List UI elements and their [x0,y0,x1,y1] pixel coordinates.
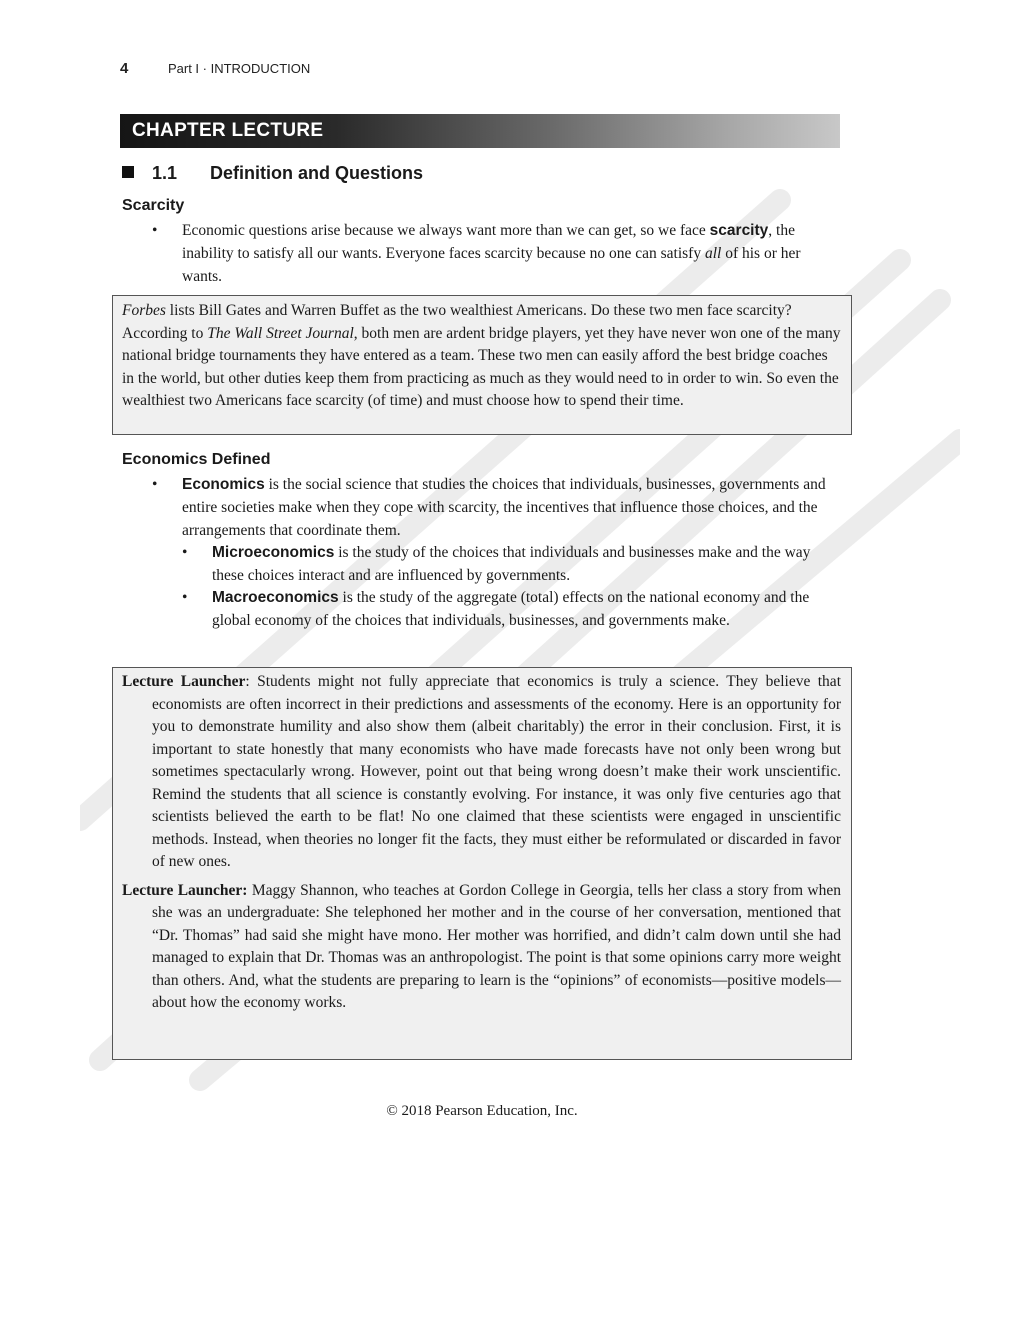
copyright-footer: © 2018 Pearson Education, Inc. [386,1103,578,1119]
callout-box-lecture-launchers [112,667,852,1060]
section-heading [122,163,423,184]
bullet-dot: • [182,544,188,561]
callout-box-scarcity [112,295,852,435]
section-title: Definition and Questions [210,163,424,183]
square-bullet-icon [122,166,134,178]
bullet-microeconomics: • Microeconomics is the study of the choices that individuals and businesses make and the way these choices interact and are influenced by governments. [212,541,842,587]
bullet-dot: • [152,476,158,493]
subheading-economics-defined: Economics Defined [122,451,271,468]
bullet-dot: • [182,589,188,606]
section-number: 1.1 [152,163,178,183]
bullet-macroeconomics: • Macroeconomics is the study of the aggregate (total) effects on the national economy and the global economy of the choices that individuals, businesses, and governments make. [212,586,842,632]
bullet-economics: • Economics is the social science that studies the choices that individuals, businesses, governments and entire societies make when they cope with scarcity, the incentives that influence those choices, and the arrangements that coordinate them. [182,473,842,542]
bullet-dot: • [152,222,158,239]
part-label: Part I · INTRODUCTION [167,61,311,76]
lecture-launcher-1: Lecture Launcher: Students might not fully appreciate that economics is truly a science. They believe that economists are often incorrect in their predictions and assessments of the economy. Here is an opportunity for you to demonstrate humility and also show them (albeit charitably) the error in their conclusion. First, it is important to state honestly that many economists who have made forecasts have not only been wrong but sometimes spectacularly wrong. However, point out that being wrong doesn’t make their work unscientific. Remind the students that all science is constantly evolving. For instance, it was only five centuries ago that scientists believed the earth to be flat! No one claimed that these scientists were engaged in unscientific methods. Instead, when theories no longer fit the facts, they must either be reformulated or discarded in favor of new ones. [122,673,841,870]
callout-text: Forbes lists Bill Gates and Warren Buffet as the two wealthiest Americans. Do these two men face scarcity? According to The Wall Street Journal, both men are ardent bridge players, yet they have never won one of the many national bridge tournaments they have entered as a team. These two men can easily afford the best bridge coaches in the world, but other duties keep them from practicing as much as they would need to in order to win. So even the wealthiest two Americans face scarcity (of time) and must choose how to spend their time. [122,302,841,409]
subheading-scarcity: Scarcity [122,197,185,214]
lecture-launcher-2: Lecture Launcher: Maggy Shannon, who teaches at Gordon College in Georgia, tells her class a story from when she was an undergraduate: She telephoned her mother and in the course of her conversation, mentioned that “Dr. Thomas” had said she might have mono. Her mother was horrified, and didn’t calm down until she had managed to explain that Dr. Thomas was an anthropologist. The point is that some opinions carry more weight than others. And, what the students are preparing to learn is the “opinions” of economists—positive models—about how the economy works. [122,881,842,1011]
running-head [120,60,310,77]
chapter-banner-title: CHAPTER LECTURE [132,120,324,141]
bullet-scarcity: • Economic questions arise because we always want more than we can get, so we face scarcity, the inability to satisfy all our wants. Everyone faces scarcity because no one can satisfy all of his or her wants. [182,219,842,288]
chapter-banner [120,114,840,148]
page-number: 4 [120,60,129,77]
